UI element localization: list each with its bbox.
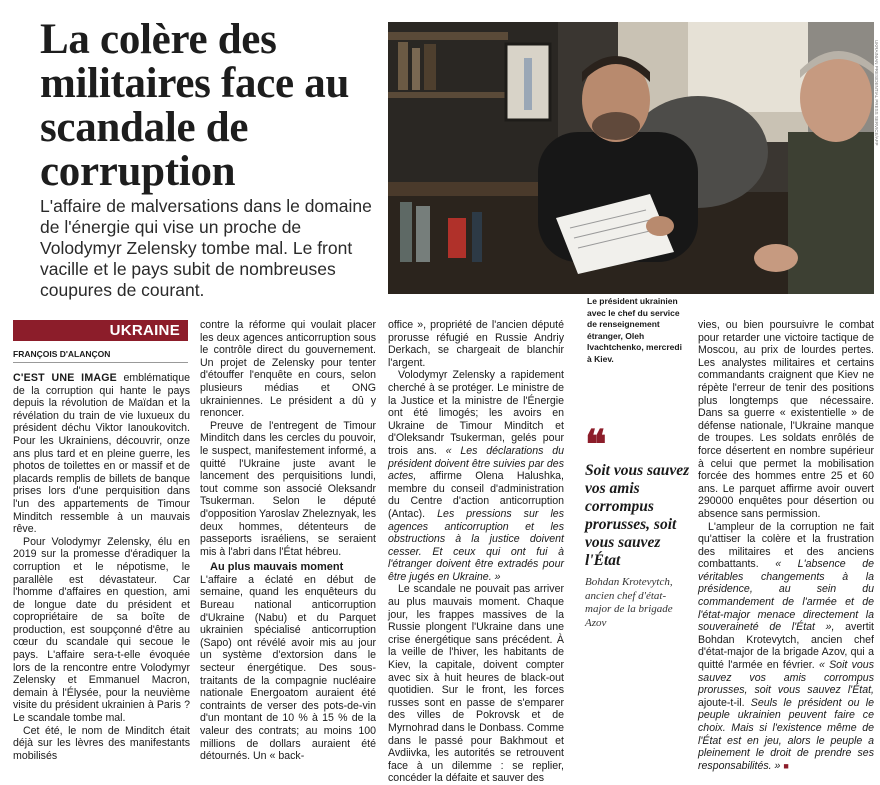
article-column-1 (13, 372, 190, 762)
article-column-3 (388, 319, 564, 785)
article-column-2 (200, 319, 376, 763)
paragraph: office », propriété de l'ancien député prorusse réfugié en Russie Andriy Derkach, se chargeait de blanchir l'argent. (388, 319, 564, 369)
standfirst: L'affaire de malversations dans le domaine de l'énergie qui vise un proche de Volodymyr Zelensky tombe mal. Le front vacille et le pays subit de nombreuses coupures de courant. (40, 196, 372, 300)
subheading: Au plus mauvais moment (210, 561, 344, 574)
paragraph-text: Volodymyr Zelensky a rapidement cherché à se protéger. Le ministre de la Justice et la ministre de l'Énergie ont été limogés; les avoirs en Ukraine de Timour Minditch et d'Oleksandr Tsukerman, gelés pour trois ans. (388, 369, 564, 457)
end-mark-icon: ■ (783, 760, 789, 771)
lead-in: C'EST UNE IMAGE (13, 372, 117, 384)
paragraph (698, 521, 874, 773)
quote-text: « L'absence de véritables changements à la présidence, au sein du commandement de l'armée et de l'état-major menace directement la souveraineté de l'État », (698, 558, 874, 634)
paragraph: vies, ou bien poursuivre le combat pour retarder une victoire tactique de Moscou, au prix de lourdes pertes. Les analystes militaires et certains commandants craignent que Kiev ne répète l'erreur de tenir des positions plus longtemps que nécessaire. Dans sa guerre « existentielle » de défense nationale, l'Ukraine manque de troupes. Les soldats enrôlés de force désertent en nombre supérieur à celui que permet la mobilisation forcée des hommes entre 25 et 60 ans. Le parquet affirme avoir ouvert 290000 enquêtes pour désertion ou absence sans permission. (698, 319, 874, 520)
pull-quote (585, 422, 690, 630)
photo-caption: Le président ukrainien avec le chef du service de renseignement étranger, Oleh Ivachtchenko, mercredi à Kiev. (587, 296, 682, 364)
paragraph: Preuve de l'entregent de Timour Minditch dans les cercles du pouvoir, le suspect, manifestement informé, a quitté l'Ukraine juste avant le lancement des perquisitions lundi, tout comme son associé Oleksandr Tsukerman. Selon le député d'opposition Yaroslav Zheleznyak, les deux hommes, détenteurs de passeports israéliens, se seraient mis à l'abri dans l'État hébreu. (200, 419, 376, 558)
paragraph-text: avertit Bohdan Krotevytch, ancien chef d'état-major de la brigade Azov, qui a quitté l'armée en février. (698, 621, 874, 672)
paragraph: Le scandale ne pouvait pas arriver au plus mauvais moment. Chaque jour, les frappes massives de la Russie plongent l'Ukraine dans une crise énergétique sans précédent. À la veille de l'hiver, les habitants de Kiev, la capitale, doivent compter avec six à huit heures de black-out quotidien. Sur le front, les forces russes sont en passe de s'emparer des villes de Pokrovsk et de Myrnohrad dans le Donbass. Comme dans le passé pour Bakhmout et Avdiivka, les autorités se retrouvent face à un dilemme : se replier, concéder la défaite et sauver des (388, 583, 564, 785)
paragraph: Pour Volodymyr Zelensky, élu en 2019 sur la promesse d'éradiquer la corruption et le népotisme, le parallèle est dévastateur. Car l'homme d'affaires en question, ami de longue date du président et copropriétaire de sa boîte de production, est soupçonné d'être au cœur du scandale qui secoue le pays. L'affaire sera-t-elle évoquée lors de la rencontre entre Volodymyr Zelensky et Emmanuel Macron, demain à l'Élysée, pour la neuvième visite du président ukrainien à Paris ? Le scandale tombe mal. (13, 535, 190, 725)
article-column-4 (698, 319, 874, 772)
paragraph-text: emblématique de la corruption qui hante le pays depuis la révolution de Maïdan et la révélation du train de vie luxueux du président déchu Viktor Ianoukovitch. Pour les Ukrainiens, découvrir, onze ans plus tard et en pleine guerre, les photos de toilettes en or massif et de placards remplis de billets de banque prises lors d'une perquisition dans l'un des appartements de Timour Minditch ressemble à un mauvais rêve. (13, 372, 190, 536)
paragraph: contre la réforme qui voulait placer les deux agences anticorruption sous le contrôle direct du gouvernement. Un projet de Zelensky pour tenter d'étouffer l'enquête en cours, selon plusieurs médias et ONG ukrainiennes. Le président a dû y renoncer. (200, 319, 376, 420)
quote-text: « Soit vous sauvez vos amis corrompus prorusses, soit vous sauvez l'État, (698, 659, 874, 697)
paragraph-text: ajoute-t-il. (698, 696, 751, 709)
paragraph (388, 369, 564, 583)
paragraph: L'affaire a éclaté en début de semaine, quand les enquêteurs du Bureau national anticorruption d'Ukraine (Nabu) et du Parquet ukrainien spécialisé anticorruption (Sapo) ont révélé avoir mis au jour un système d'extorsion dans le secteur énergétique. Des sous-traitants de la compagnie nucléaire nationale Energoatom auraient été contraints de verser des pots-de-vin d'un montant de 10 % à 15 % de la valeur des contrats; au moins 100 millions de dollars auraient été détournés. Un « back- (200, 573, 376, 763)
article-photo (388, 22, 874, 294)
paragraph-text: L'ampleur de la corruption ne fait qu'attiser la colère et la frustration des militaires et des anciens combattants. (698, 520, 874, 571)
paragraph: Cet été, le nom de Minditch était déjà sur les lèvres des manifestants mobilisés (13, 724, 190, 762)
section-rubric: UKRAINE (13, 320, 188, 341)
quote-text: Les pressions sur les agences anticorruption et les obstructions à la justice doivent cesser. Et ceux qui ont fui à l'étranger doivent être extradés pour être jugés en Ukraine. » (388, 507, 564, 583)
paragraph (13, 372, 190, 536)
quote-text: « Les déclarations du président doivent être suivies par des actes, (388, 444, 564, 483)
paragraph-text: affirme Olena Halushka, membre du conseil d'administration du Centre d'action anticorruption (Antac). (388, 470, 564, 520)
photo-illustration (388, 22, 874, 294)
quote-text: Seuls le président ou le peuple ukrainien peuvent faire ce choix. Mais si l'existence même de l'État est en jeu, alors le peuple a pleinement le droit de prendre ses responsabilités. » (698, 696, 874, 772)
byline: FRANÇOIS D'ALANÇON (13, 348, 188, 363)
pull-quote-text: Soit vous sauvez vos amis corrompus prorusses, soit vous sauvez l'État (585, 462, 690, 569)
pull-quote-author: Bohdan Krotevytch, ancien chef d'état-major de la brigade Azov (585, 576, 673, 629)
photo-credit: UKRAINIAN PRESIDENTIAL PRESS SERVICE/AFP (874, 40, 879, 146)
headline: La colère des militaires face au scandale de corruption (40, 16, 350, 195)
quote-mark-icon: ❝ (585, 422, 607, 467)
